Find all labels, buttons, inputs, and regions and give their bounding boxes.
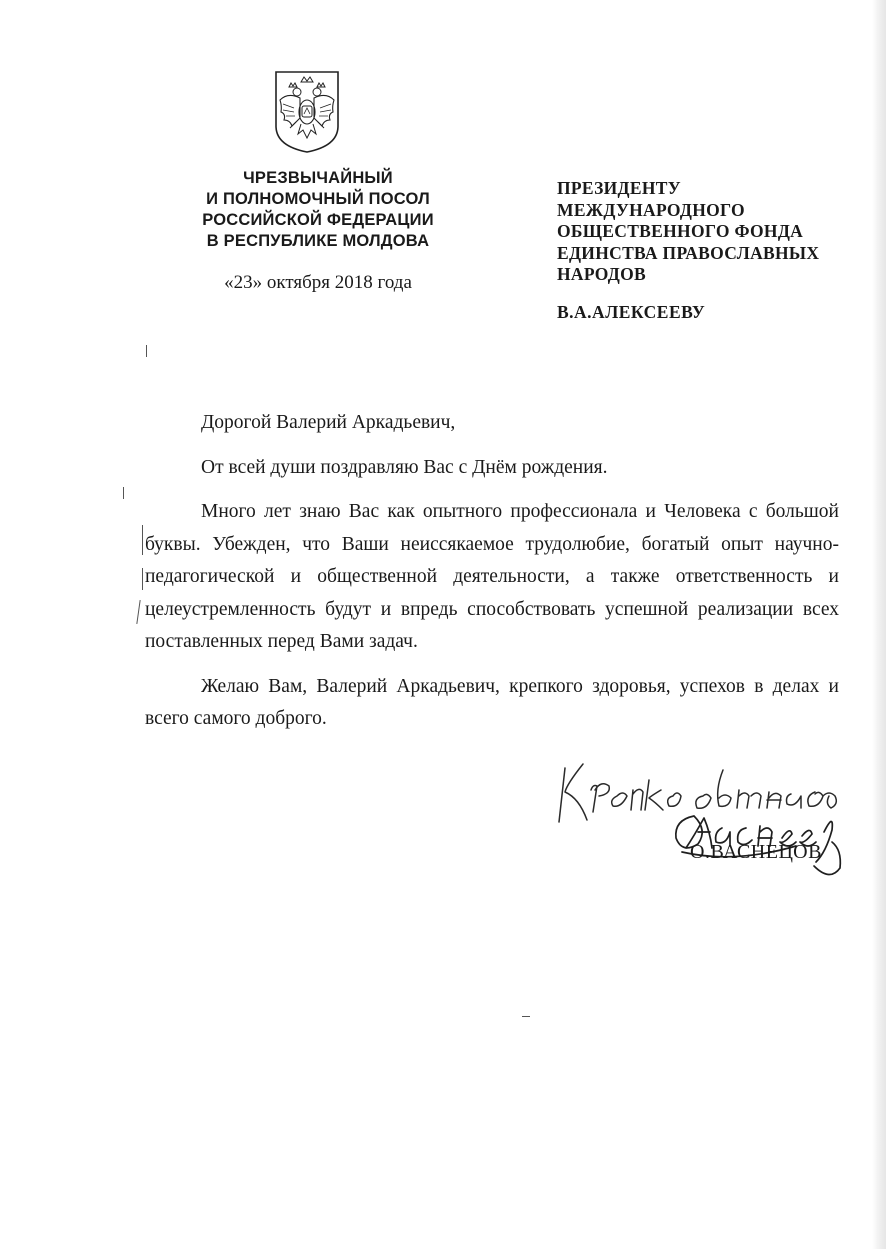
letter-date: «23» октября 2018 года	[224, 272, 412, 293]
sender-block	[180, 168, 456, 252]
paragraph: От всей души поздравляю Вас с Днём рождения.	[201, 456, 608, 478]
sender-line: И ПОЛНОМОЧНЫЙ ПОСОЛ	[206, 190, 430, 208]
sender-line: ЧРЕЗВЫЧАЙНЫЙ	[243, 169, 393, 187]
recipient-line: ЕДИНСТВА ПРАВОСЛАВНЫХ	[557, 242, 820, 263]
scan-mark	[142, 525, 143, 555]
recipient-line: ПРЕЗИДЕНТУ	[557, 178, 681, 198]
scan-mark	[123, 487, 124, 499]
recipient-line: ОБЩЕСТВЕННОГО ФОНДА	[557, 221, 804, 241]
recipient-block	[557, 178, 857, 286]
paragraph: Много лет знаю Вас как опытного профессионала и Человека с большой буквы. Убежден, что Ваши неиссякаемое трудолюбие, богатый опыт научно-педагогической и общественной деятельности, а также ответственность и целеустремленность будут и впредь способствовать успешной реализации всех поставленных перед Вами задач.	[145, 501, 839, 652]
scan-mark	[146, 345, 147, 357]
recipient-line: НАРОДОВ	[557, 264, 647, 284]
scan-mark	[522, 1016, 530, 1017]
recipient-line: МЕЖДУНАРОДНОГО	[557, 199, 745, 220]
recipient-name: В.А.АЛЕКСЕЕВУ	[557, 302, 706, 322]
russian-coat-of-arms-icon	[270, 70, 344, 154]
signer-name: О.ВАСНЕЦОВ	[690, 841, 822, 863]
scan-mark	[136, 600, 140, 624]
sender-line: РОССИЙСКОЙ ФЕДЕРАЦИИ	[202, 211, 434, 229]
scan-mark	[142, 568, 143, 590]
paragraph: Желаю Вам, Валерий Аркадьевич, крепкого здоровья, успехов в делах и всего самого доброго.	[145, 675, 839, 729]
page-edge	[872, 0, 886, 1249]
greeting: Дорогой Валерий Аркадьевич,	[201, 412, 456, 433]
letter-body	[145, 407, 839, 748]
sender-line: В РЕСПУБЛИКЕ МОЛДОВА	[206, 232, 430, 250]
